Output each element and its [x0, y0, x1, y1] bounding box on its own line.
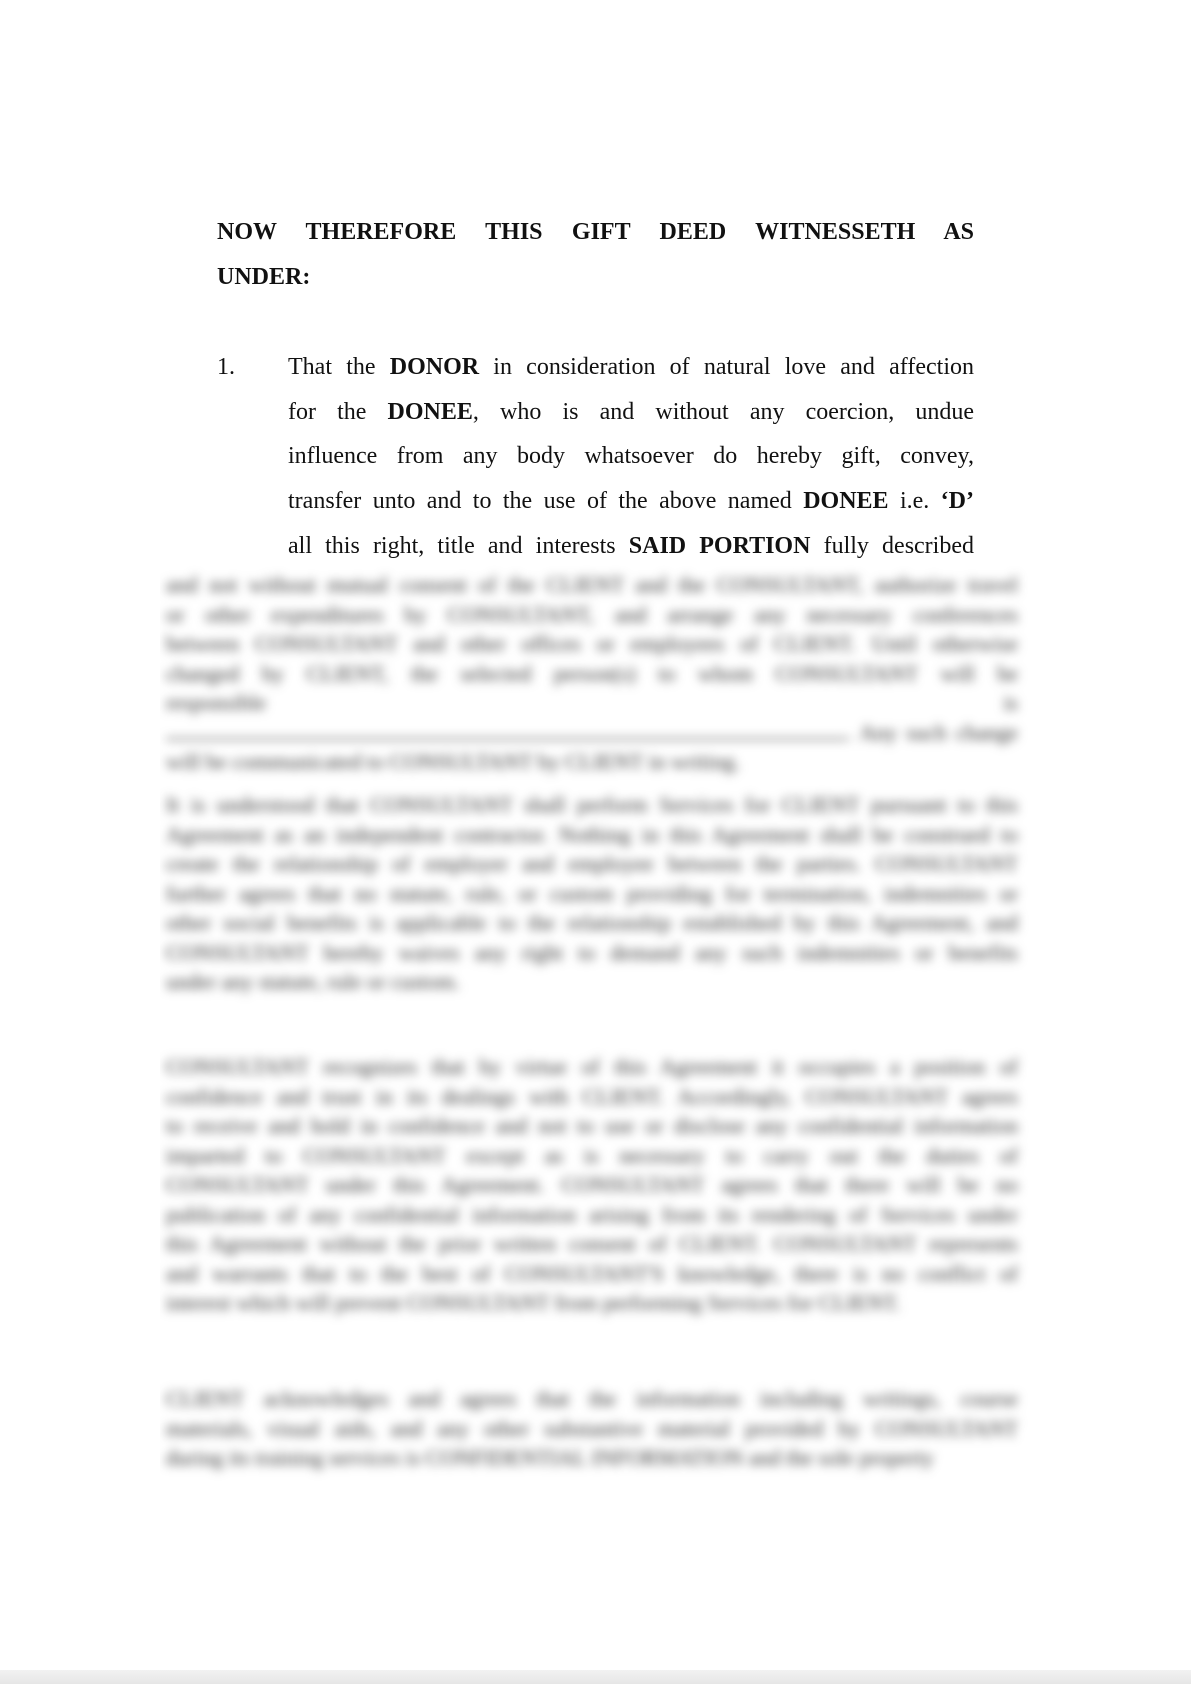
blurred-line: interest which will prevent CONSULTANT from performing Services for CLIENT. — [166, 1290, 901, 1315]
blurred-paragraph-2 — [166, 790, 1018, 997]
blurred-paragraph-1 — [166, 570, 1018, 777]
blurred-preview-area — [160, 562, 1030, 1492]
blurred-line: CONSULTANT hereby waives any right to demand any such indemnities or benefits — [166, 939, 1018, 965]
blurred-line: and not without mutual consent of the CLIENT and the CONSULTANT, authorize travel — [166, 572, 1018, 597]
blurred-line: this Agreement without the prior written consent of CLIENT. CONSULTANT represents — [166, 1231, 1018, 1256]
blurred-line: materials, visual aids, and any other substantive material provided by CONSULTANT — [166, 1415, 1018, 1441]
blurred-line: CLIENT acknowledges and agrees that the information including writings, course — [166, 1386, 1018, 1411]
blurred-line: Agreement as an independent contractor. Nothing in this Agreement shall be construed to — [166, 821, 1018, 847]
blurred-line: responsible is — [166, 690, 1018, 715]
blurred-line: and warrants that to the best of CONSULTANT'S knowledge, there is no conflict of — [166, 1260, 1018, 1286]
blurred-line: CONSULTANT recognizes that by virtue of this Agreement it occupies a position of — [166, 1054, 1018, 1079]
blurred-line: CONSULTANT under this Agreement. CONSULTANT agrees that there will be no — [166, 1172, 1018, 1197]
blurred-line: changed by CLIENT, the selected person(s) to whom CONSULTANT will be — [166, 660, 1018, 686]
section-heading — [217, 210, 974, 300]
blurred-line: to receive and hold in confidence and not to use or disclose any confidential information — [166, 1113, 1018, 1138]
clause-line: That the DONOR in consideration of natural love and affection — [288, 354, 974, 380]
heading-line-2: UNDER: — [217, 264, 311, 290]
blurred-line: create the relationship of employer and employee between the parties. CONSULTANT — [166, 851, 1018, 876]
blurred-paragraph-3 — [166, 1052, 1018, 1318]
clause-line: influence from any body whatsoever do hereby gift, convey, — [288, 443, 974, 470]
blurred-line: during its training services is CONFIDENTIAL INFORMATION and the sole property — [166, 1445, 934, 1470]
blurred-line: or other expenditures by CONSULTANT, and arrange any necessary conferences — [166, 601, 1018, 627]
clause-number: 1. — [217, 354, 235, 380]
clause-line: transfer unto and to the use of the above named DONEE i.e. ‘D’ — [288, 488, 974, 515]
blurred-line: other social benefits is applicable to the relationship established by this Agreement, and — [166, 910, 1018, 935]
blurred-line: will be communicated to CONSULTANT by CLIENT in writing. — [166, 749, 741, 774]
blurred-line: imparted to CONSULTANT except as is necessary to carry out the duties of — [166, 1142, 1018, 1168]
blurred-line: It is understood that CONSULTANT shall perform Services for CLIENT pursuant to this — [166, 792, 1018, 817]
blurred-line: further agrees that no statute, rule, or custom providing for termination, indemnities or — [166, 880, 1018, 906]
blank-rule — [166, 720, 846, 740]
clause-1-text — [288, 345, 974, 569]
blurred-line: publication of any confidential information arising from its rendering of Services under — [166, 1201, 1018, 1227]
clause-line: all this right, title and interests SAID PORTION fully described — [288, 532, 974, 559]
blurred-line: confidence and trust in its dealings with CLIENT. Accordingly, CONSULTANT agrees — [166, 1083, 1018, 1109]
blurred-line: under any statute, rule or custom. — [166, 969, 460, 994]
clause-line: for the DONEE, who is and without any coercion, undue — [288, 398, 974, 425]
heading-line-1: NOW THEREFORE THIS GIFT DEED WITNESSETH AS — [217, 219, 974, 245]
blurred-line: . Any such change — [166, 718, 1018, 748]
blurred-paragraph-4 — [166, 1384, 1018, 1473]
blurred-line: between CONSULTANT and other offices or employees of CLIENT. Until otherwise — [166, 631, 1018, 656]
page-bottom-edge — [0, 1670, 1191, 1684]
